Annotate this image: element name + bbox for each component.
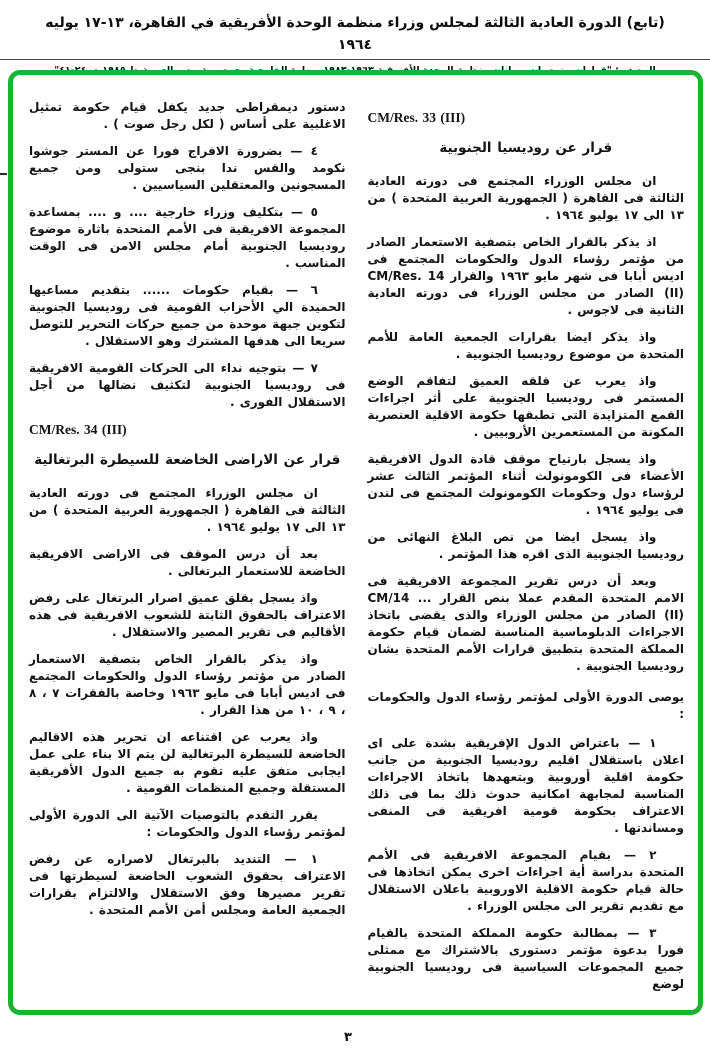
paragraph: ٥ — بتكليف وزراء خارجية .... و .... بمساعدة المجموعة الافريقية فى الأمم المتحدة باثارة موضوع روديسيا الجنوبية أمام مجلس الامن فى الوقت المناسب . <box>29 205 346 270</box>
two-column-layout <box>29 99 684 994</box>
paragraph: واذ يسجل بقلق عميق اصرار البرتغال على رفض الاعتراف بالحقوق الثابتة للشعوب الافريقية فى هذه الأقاليم فى تقرير المصير والاستقلال . <box>29 591 346 639</box>
paragraph-continuation: دستور ديمقراطى جديد يكفل قيام حكومة تمثيل الاغلبية على أساس ( لكل رجل صوت ) . <box>29 100 346 131</box>
paragraph: ١ — باعتراض الدول الإفريقية بشدة على اى اعلان باستقلال اقليم روديسيا الجنوبية من جانب حكومة اقلية أوروبية وبتعهدها باتخاذ الاجراءات المناسبة لمجابهة امكانية حدوث ذلك بما فى ذلك الاعتراف بحكومة قومية افريقية فى المنفى ومساندتها . <box>367 736 684 835</box>
scan-artifact-tick <box>0 173 7 175</box>
paragraph: بعد أن درس الموقف فى الاراضى الافريقية الخاضعة للاستعمار البرتغالى . <box>29 547 346 578</box>
resolution-heading: قرار عن روديسيا الجنوبية <box>439 140 613 156</box>
paragraph: يقرر التقدم بالتوصيات الآتية الى الدورة الأولى لمؤتمر رؤساء الدول والحكومات : <box>29 808 346 839</box>
page-number: ٣ <box>344 1030 352 1045</box>
resolution-code: CM/Res. 34 (III) <box>29 422 127 437</box>
paragraph: ان مجلس الوزراء المجتمع فى دورته العادية الثالثة فى القاهرة ( الجمهورية العربية المتحدة ) من ١٣ الى ١٧ يوليو ١٩٦٤ . <box>367 174 684 222</box>
resolution-code: CM/Res. 33 (III) <box>367 110 466 125</box>
column-left <box>29 99 346 994</box>
paragraph: واذ يذكر ايضا بقرارات الجمعية العامة للأمم المتحدة من موضوع روديسيا الجنوبية . <box>367 330 684 361</box>
paragraph: ١ — التنديد بالبرتغال لاصراره عن رفض الاعتراف بحقوق الشعوب الخاضعة لسيطرتها فى تقرير مصيرها وفق الاستقلال والالتزام بقرارات الجمعية العامة ومجلس أمن الأمم المتحدة . <box>29 852 346 917</box>
lead-line: يوصى الدورة الأولى لمؤتمر رؤساء الدول والحكومات : <box>367 690 684 721</box>
paragraph: واذ يعرب عن اقتناعه ان تحرير هذه الاقاليم الخاضعة للسيطرة البرتغالية لن يتم الا بناء على عمل ايجابى متفق عليه تقوم به جميع الدول الأفريقية المستقلة وجميع المنظمات القومية . <box>29 730 346 795</box>
paragraph: واذ يسجل بارتياح موقف قادة الدول الافريقية الأعضاء فى الكومونولث أثناء المؤتمر الثالث عشر لرؤساء دول وحكومات الكومونولث المجتمع فى لندن فى يوليو ١٩٦٤ . <box>367 452 684 517</box>
header-divider <box>0 59 710 60</box>
paragraph: ٢ — بقيام المجموعة الافريقية فى الأمم المتحدة بدراسة أية اجراءات اخرى يمكن اتخاذها فى حالة قيام حكومة الاقلية الاوروبية باعلان الاستقلال مع تقديم تقرير الى مجلس الوزراء . <box>367 848 684 913</box>
column-right <box>368 99 685 994</box>
paragraph: واذ يعرب عن قلقه العميق لتفاقم الوضع المستمر فى روديسيا الجنوبية على أثر اجراءات القمع المتزايدة التى تطبقها حكومة الاقلية العنصرية المكونة من المستعمرين الأروبيين . <box>367 374 684 439</box>
content-box <box>8 70 703 1015</box>
paragraph: ٣ — بمطالبة حكومة المملكة المتحدة بالقيام فورا بدعوة مؤتمر دستورى بالاشتراك مع ممثلى جميع المجموعات السياسية فى روديسيا الجنوبية لوضع <box>367 926 684 991</box>
page-header <box>0 0 710 78</box>
paragraph: واذ يسجل ايضا من نص البلاغ النهائى من روديسيا الجنوبية الذى اقره هذا المؤتمر . <box>367 530 684 561</box>
header-title: (تابع) الدورة العادية الثالثة لمجلس وزراء منظمة الوحدة الأفريقية في القاهرة، ١٣-١٧ يوليه ١٩٦٤ <box>45 15 665 53</box>
paragraph: واذ يذكر بالقرار الخاص بتصفية الاستعمار الصادر من مؤتمر رؤساء الدول والحكومات المجتمع فى اديس أبابا فى مايو ١٩٦٣ وخاصة بالفقرات ٧ ، ٨ ، ٩ ، ١٠ من هذا القرار . <box>29 652 346 717</box>
paragraph: اذ يذكر بالقرار الخاص بتصفية الاستعمار الصادر من مؤتمر رؤساء الدول والحكومات المجتمع فى اديس أبابا فى شهر مايو ١٩٦٣ والقرار CM/Res. 14 (II) الصادر من مجلس الوزراء فى دورته العادية الثانية فى لاجوس . <box>367 235 684 317</box>
paragraph: وبعد أن درس تقرير المجموعة الافريقية فى الامم المتحدة المقدم عملا بنص القرار ... CM/14 (II) الصادر من مجلس الوزراء والذى يقضى باتخاذ الاجراءات الدبلوماسية المناسبة لضمان قيام حكومة المملكة المتحدة بتطبيق قرارات الأمم المتحدة بشان روديسيا الجنوبية . <box>367 574 684 673</box>
paragraph: ٦ — بقيام حكومات ...... بتقديم مساعيها الحميدة الي الأحزاب القومية فى روديسيا الجنوبية لتكوين جبهة موحدة من جميع حركات التحرير للتوصل سريعا الى هدفها المشترك وهو الاستقلال . <box>29 283 346 348</box>
paragraph: ان مجلس الوزراء المجتمع فى دورته العادية الثالثة فى القاهرة ( الجمهورية العربية المتحدة ) من ١٣ الى ١٧ يوليو ١٩٦٤ . <box>29 486 346 534</box>
paragraph: ٤ — بضرورة الافراج فورا عن المستر جوشوا نكومد والقس ندا بنجى ستولى ومن جميع المسجونين والمعتقلين السياسيين . <box>29 144 346 192</box>
resolution-heading: قرار عن الاراضى الخاضعة للسيطرة البرتغالية <box>34 452 341 468</box>
paragraph: ٧ — بتوجيه نداء الى الحركات القومية الافريقية فى روديسيا الجنوبية لتكثيف نضالها من أجل الاستقلال الفورى . <box>29 361 346 409</box>
